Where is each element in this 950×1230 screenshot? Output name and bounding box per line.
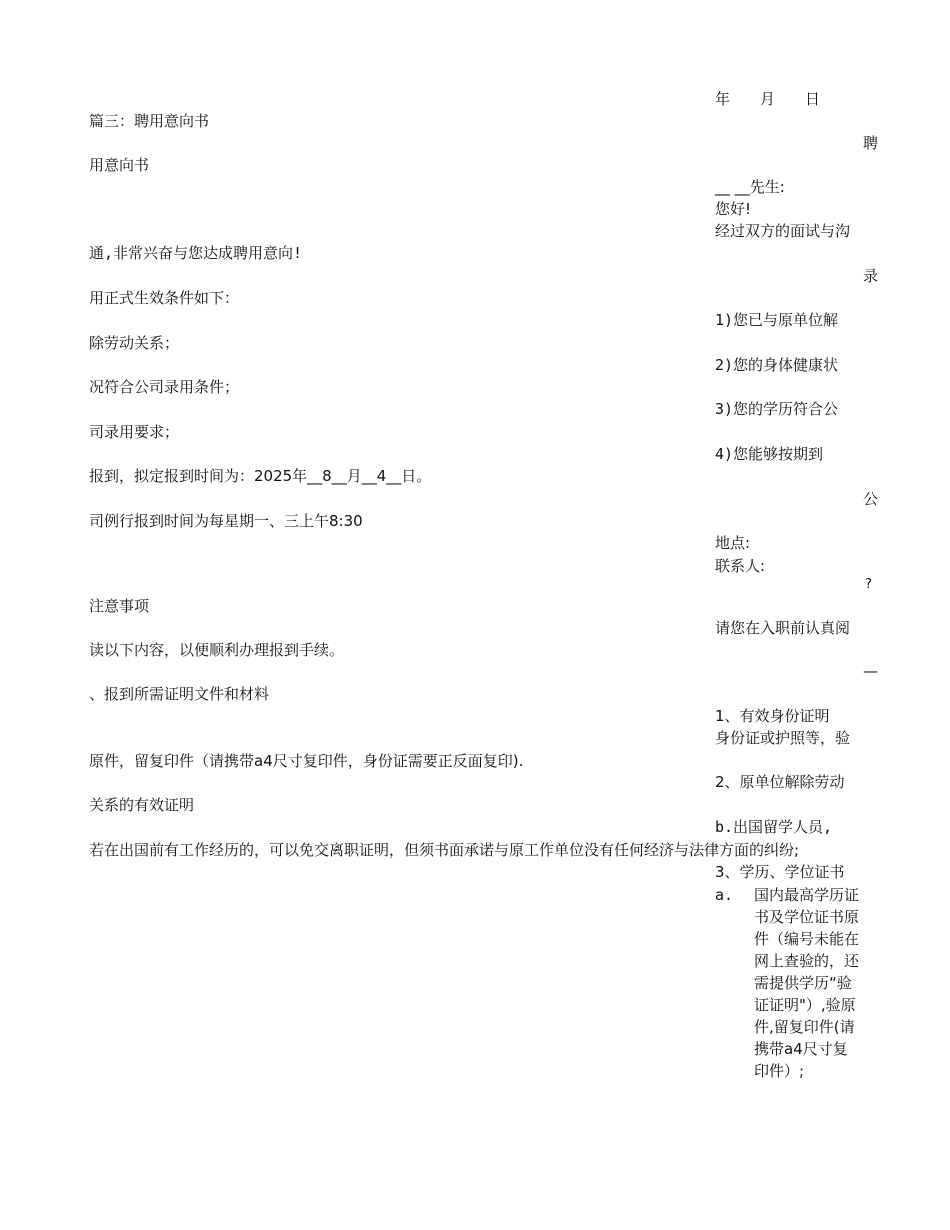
- text-line: 请您在入职前认真阅: [715, 619, 851, 637]
- text-line: 、报到所需证明文件和材料: [89, 685, 270, 703]
- condition-item: 3)您的学历符合公: [715, 400, 839, 418]
- text-fragment: 录: [862, 267, 878, 285]
- condition-item: 1)您已与原单位解: [715, 311, 839, 329]
- text-line: 用正式生效条件如下：: [89, 289, 240, 307]
- greeting: 您好!: [715, 200, 752, 218]
- text-line: 况符合公司录用条件；: [89, 378, 240, 396]
- salutation: __ __先生:: [715, 178, 785, 196]
- condition-item: 2)您的身体健康状: [715, 356, 839, 374]
- text-fragment: ?: [865, 577, 872, 592]
- text-fragment: 聘: [862, 134, 878, 152]
- date-line: 年 月 日: [715, 90, 821, 108]
- contact-label: 联系人:: [715, 557, 766, 575]
- report-date-line: 报到，拟定报到时间为：2025年__8__月__4__日。: [89, 467, 432, 485]
- document-title: 篇三：聘用意向书: [89, 112, 210, 130]
- text-line: 通,非常兴奋与您达成聘用意向!: [89, 244, 303, 262]
- text-line: 若在出国前有工作经历的，可以免交离职证明，但须书面承诺与原工作单位没有任何经济与法律方面的纠纷;: [89, 841, 800, 859]
- list-item-text: 国内最高学历证书及学位证书原件（编号未能在网上查验的，还需提供学历“验证证明"）,验原件,留复印件(请携带a4尺寸复印件）;: [754, 886, 860, 1080]
- section-heading: 注意事项: [89, 597, 150, 615]
- text-line: 身份证或护照等，验: [715, 729, 851, 747]
- text-line: 读以下内容，以便顺利办理报到手续。: [89, 641, 345, 659]
- list-item: b.出国留学人员,: [715, 818, 833, 836]
- condition-item: 4)您能够按期到: [715, 445, 824, 463]
- list-item: 1、有效身份证明: [715, 707, 830, 725]
- text-line: 原件，留复印件（请携带a4尺寸复印件，身份证需要正反面复印).: [89, 752, 524, 770]
- text-line: 除劳动关系；: [89, 334, 180, 352]
- list-marker: a.: [715, 886, 734, 904]
- place-label: 地点:: [715, 534, 751, 552]
- list-item: 2、原单位解除劳动: [715, 773, 845, 791]
- text-line: 关系的有效证明: [89, 796, 195, 814]
- text-line: 司例行报到时间为每星期一、三上午8:30: [89, 512, 363, 530]
- dash-mark: —: [863, 662, 878, 680]
- text-line: 司录用要求；: [89, 423, 180, 441]
- text-line: 用意向书: [89, 156, 150, 174]
- list-item: 3、学历、学位证书: [715, 863, 845, 881]
- text-line: 经过双方的面试与沟: [715, 222, 851, 240]
- text-fragment: 公: [862, 490, 878, 508]
